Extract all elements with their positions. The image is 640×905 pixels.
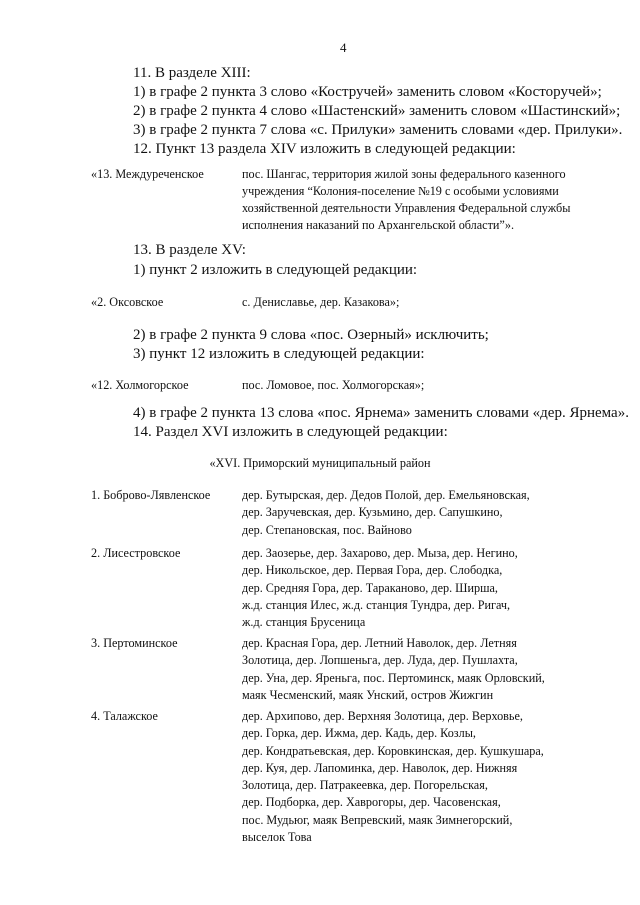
- para-13-item-3: 3) пункт 12 изложить в следующей редакции:: [133, 346, 425, 362]
- para-11-item-3: 3) в графе 2 пункта 7 слова «с. Прилуки» заменить словами «дер. Прилуки».: [133, 122, 623, 138]
- entry-holmogorskoe-text: пос. Ломовое, пос. Холмогорская»;: [242, 378, 425, 392]
- para-12-heading: 12. Пункт 13 раздела XIV изложить в следующей редакции:: [133, 141, 516, 157]
- district-settlements: [242, 545, 518, 631]
- entry-13-name: «13. Междуреченское: [91, 167, 204, 181]
- para-13-item-1: 1) пункт 2 изложить в следующей редакции:: [133, 262, 418, 278]
- district-settlements: [242, 487, 530, 539]
- entry-13-line-1: пос. Шангас, территория жилой зоны федерального казенного: [242, 167, 566, 181]
- para-13-item-2: 2) в графе 2 пункта 9 слова «пос. Озерный» исключить;: [133, 327, 489, 343]
- page-number: 4: [340, 40, 347, 55]
- settlement-line: дер. Средняя Гора, дер. Тараканово, дер. Ширша,: [242, 580, 498, 595]
- entry-oksovskoe-text: с. Дениславье, дер. Казакова»;: [242, 295, 400, 309]
- settlement-line: дер. Кондратьевская, дер. Коровкинская, дер. Кушкушара,: [242, 743, 544, 758]
- settlement-line: дер. Бутырская, дер. Дедов Полой, дер. Емельяновская,: [242, 488, 530, 502]
- para-14-heading: 14. Раздел XVI изложить в следующей редакции:: [133, 424, 448, 440]
- district-name: 1. Боброво-Лявленское: [91, 488, 211, 502]
- settlement-line: выселок Това: [242, 830, 312, 845]
- section-title: «XVI. Приморский муниципальный район: [209, 456, 431, 470]
- settlement-line: дер. Степановская, пос. Вайново: [242, 522, 412, 537]
- settlement-line: дер. Горка, дер. Ижма, дер. Кадь, дер. Козлы,: [242, 726, 476, 741]
- district-name: 4. Талажское: [91, 709, 158, 723]
- settlement-line: ж.д. станция Брусеница: [242, 615, 366, 630]
- para-11-item-1: 1) в графе 2 пункта 3 слово «Костручей» заменить словом «Косторучей»;: [133, 84, 602, 100]
- settlement-line: дер. Подборка, дер. Хаврогоры, дер. Часовенская,: [242, 795, 501, 810]
- para-13-item-4: 4) в графе 2 пункта 13 слова «пос. Ярнема» заменить словами «дер. Ярнема».: [133, 405, 629, 421]
- settlement-line: дер. Красная Гора, дер. Летний Наволок, дер. Летняя: [242, 636, 517, 650]
- para-11-heading: 11. В разделе XIII:: [133, 65, 251, 81]
- entry-oksovskoe-name: «2. Оксовское: [91, 295, 164, 309]
- entry-holmogorskoe-name: «12. Холмогорское: [91, 378, 189, 392]
- para-13-heading: 13. В разделе XV:: [133, 242, 246, 258]
- settlement-line: дер. Куя, дер. Лапоминка, дер. Наволок, дер. Нижняя: [242, 760, 518, 775]
- entry-13-line-2: учреждения “Колония-поселение №19 с особыми условиями: [242, 184, 559, 198]
- settlement-line: дер. Уна, дер. Яреньга, пос. Пертоминск, маяк Орловский,: [242, 670, 545, 685]
- district-settlements: [242, 635, 545, 704]
- entry-13-line-4: исполнения наказаний по Архангельской области”».: [242, 218, 514, 232]
- settlement-line: маяк Чесменский, маяк Унский, остров Жижгин: [242, 687, 494, 702]
- entry-13-line-3: хозяйственной деятельности Управления Федеральной службы: [242, 201, 571, 215]
- settlement-line: Золотица, дер. Патракеевка, дер. Погорельская,: [242, 778, 488, 793]
- settlement-line: ж.д. станция Илес, ж.д. станция Тундра, дер. Ригач,: [242, 597, 511, 612]
- settlement-line: Золотица, дер. Лопшеньга, дер. Луда, дер. Пушлахта,: [242, 653, 518, 668]
- district-name: 3. Пертоминское: [91, 636, 178, 650]
- settlement-line: дер. Архипово, дер. Верхняя Золотица, дер. Верховье,: [242, 709, 523, 723]
- settlement-line: дер. Заозерье, дер. Захарово, дер. Мыза, дер. Негино,: [242, 546, 518, 560]
- settlement-line: пос. Мудьюг, маяк Вепревский, маяк Зимнегорский,: [242, 812, 513, 827]
- district-settlements: [242, 708, 544, 846]
- district-name: 2. Лисестровское: [91, 546, 181, 560]
- settlement-line: дер. Никольское, дер. Первая Гора, дер. Слободка,: [242, 563, 503, 578]
- settlement-line: дер. Заручевская, дер. Кузьмино, дер. Сапушкино,: [242, 505, 503, 520]
- para-11-item-2: 2) в графе 2 пункта 4 слово «Шастенский» заменить словом «Шастинский»;: [133, 103, 621, 119]
